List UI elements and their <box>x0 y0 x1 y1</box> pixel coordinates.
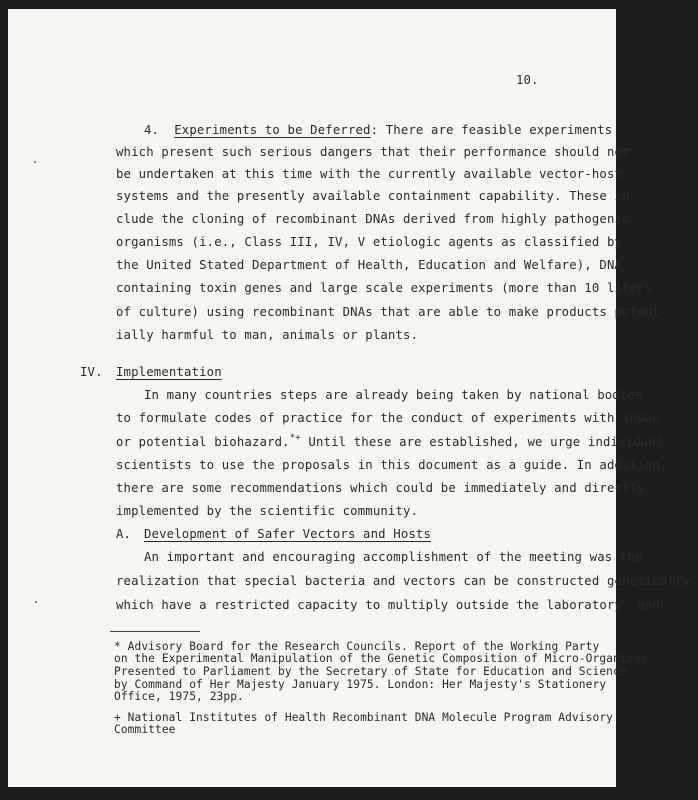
section-4-line: which present such serious dangers that their performance should not <box>116 145 630 159</box>
paper-speck <box>34 161 36 163</box>
footnote-plus-line: + National Institutes of Health Recombinant DNA Molecule Program Advisory <box>114 711 613 724</box>
section-4-first-line <box>144 123 612 137</box>
section-iv-line: implemented by the scientific community. <box>116 504 419 518</box>
section-4-line: containing toxin genes and large scale experiments (more than 10 liters <box>116 281 653 295</box>
page-number: 10. <box>516 73 539 87</box>
footnote-star-line: by Command of Her Majesty January 1975. London: Her Majesty's Stationery <box>114 678 607 691</box>
section-iv-line-with-footnote-marks <box>116 435 663 449</box>
section-4-heading: Experiments to be Deferred <box>174 123 371 137</box>
subsection-a-line: An important and encouraging accomplishment of the meeting was the <box>144 550 643 564</box>
subsection-a-line: which have a restricted capacity to multiply outside the laboratory, and <box>116 598 660 612</box>
section-iv-line: scientists to use the proposals in this document as a guide. In addition, <box>116 458 668 472</box>
section-4-line: systems and the presently available containment capability. These in- <box>116 189 638 203</box>
section-iv-line-part: or potential biohazard. <box>116 435 290 449</box>
subsection-a-line: realization that special bacteria and vectors can be constructed genetically, <box>116 574 698 588</box>
footnote-star-line: Office, 1975, 23pp. <box>114 690 244 703</box>
section-iv-numeral: IV. <box>80 365 103 379</box>
subsection-a-heading: Development of Safer Vectors and Hosts <box>144 527 432 541</box>
section-iv-line: In many countries steps are already being taken by national bodies <box>144 388 643 402</box>
footnote-star-line: Presented to Parliament by the Secretary of State for Education and Science <box>114 665 627 678</box>
section-iv-line: to formulate codes of practice for the conduct of experiments with known <box>116 411 660 425</box>
section-4-line: clude the cloning of recombinant DNAs derived from highly pathogenic <box>116 212 630 226</box>
section-4-line: organisms (i.e., Class III, IV, V etiologic agents as classified by <box>116 235 623 249</box>
paper-speck <box>35 601 37 603</box>
section-4-first-line-rest: : There are feasible experiments <box>370 123 613 137</box>
subsection-a-label: A. <box>116 527 132 541</box>
footnote-plus-line: Committee <box>114 723 176 736</box>
footnote-star-line: * Advisory Board for the Research Councils. Report of the Working Party <box>114 640 600 653</box>
footnote-marks: *+ <box>289 433 301 443</box>
section-iv-heading: Implementation <box>116 365 222 379</box>
section-4-number: 4. <box>144 123 160 137</box>
section-iv-line-part: Until these are established, we urge individual <box>300 435 664 449</box>
section-4-line: ially harmful to man, animals or plants. <box>116 328 419 342</box>
section-4-line: be undertaken at this time with the currently available vector-host <box>116 167 623 181</box>
footnote-divider <box>110 631 200 632</box>
section-iv-line: there are some recommendations which could be immediately and directly <box>116 481 645 495</box>
footnote-star-line: on the Experimental Manipulation of the Genetic Composition of Micro-Organisms. <box>114 652 654 665</box>
section-4-line: the United Stated Department of Health, Education and Welfare), DNA <box>116 258 623 272</box>
section-4-line: of culture) using recombinant DNAs that are able to make products potent- <box>116 305 668 319</box>
